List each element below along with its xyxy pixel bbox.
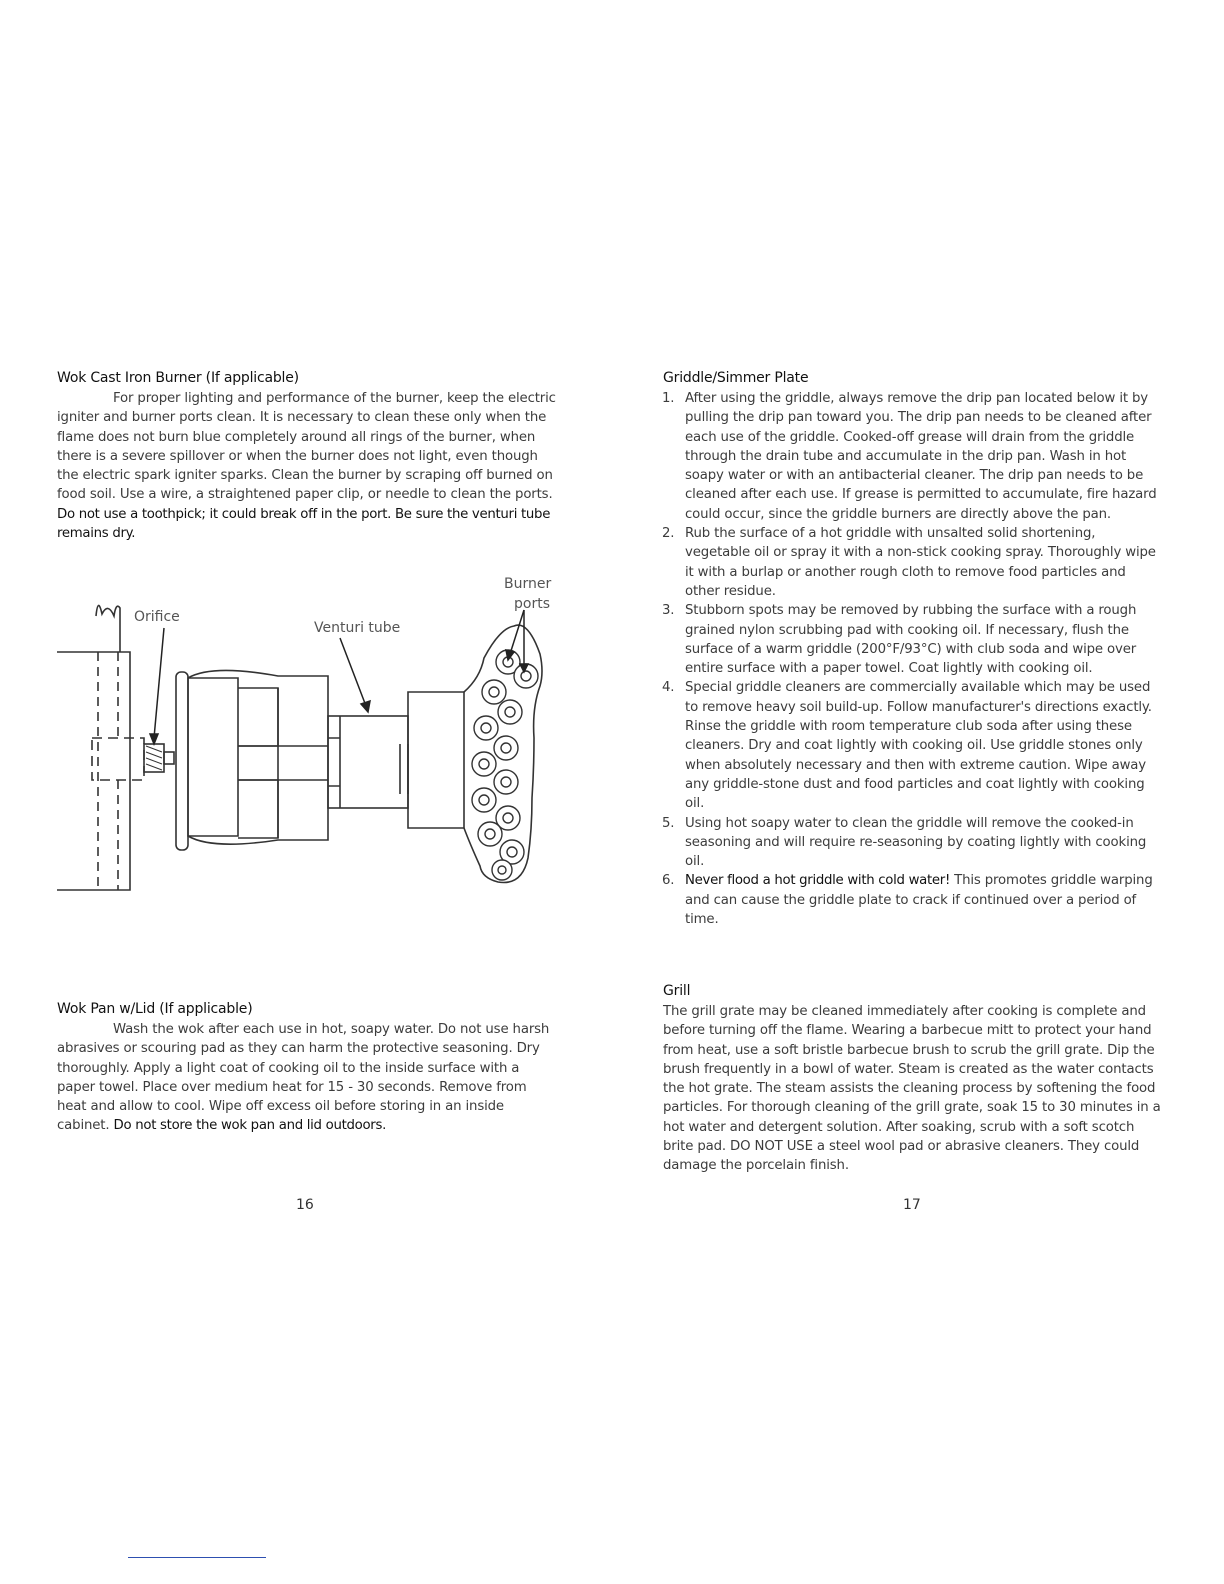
page-number-16: 16 <box>296 1197 314 1213</box>
ports-leader-1 <box>510 610 524 654</box>
footer-rule <box>128 1557 266 1558</box>
griddle-section-title: Griddle/Simmer Plate <box>663 370 809 386</box>
burner-diagram <box>52 568 572 913</box>
wall-bracket-outline <box>57 652 130 890</box>
burner-body-text: For proper lighting and performance of the burner, keep the electric igniter and burner ports clean. It is necessary to clean these only when the flame does not burn blue completely around all rings of the burner, when there is a severe spillover or when the burner does not light, even though the electric spark igniter sparks. Clean the burner by scraping off burned on food soil. Use a wire, a straightened paper clip, or needle to clean the ports. <box>57 391 556 503</box>
burner-head-collar <box>408 692 464 828</box>
list-item: 4. Special griddle cleaners are commercially available which may be used to remove heavy soil build-up. Follow manufacturer's directions exactly. Rinse the griddle with room temperature club soda after using these cleaners. Dry and coat lightly with cooking oil. Use griddle stones only when absolutely necessary and then with extreme caution. Wipe away any griddle-stone dust and food particles and coat lightly with cooking oil. <box>662 680 1152 812</box>
grill-section-title: Grill <box>663 983 691 999</box>
orifice-fitting <box>92 738 144 780</box>
list-item: 1. After using the griddle, always remove the drip pan located below it by pulling the drip pan toward you. The drip pan needs to be cleaned after each use of the griddle. Cooked-off grease will drain from the griddle through the drain tube and accumulate in the drip pan. Wash in hot soapy water or with an antibacterial cleaner. The drip pan needs to be cleaned after each use. If grease is permitted to accumulate, fire hazard could occur, since the griddle burners are directly above the pan. <box>662 391 1157 522</box>
orifice-pipe <box>96 605 120 652</box>
list-item: 3. Stubborn spots may be removed by rubbing the surface with a rough grained nylon scrubbing pad with cooking oil. If necessary, flush the surface of a warm griddle (200°F/93°C) with club soda and wipe over entire surface with a paper towel. Coat lightly with cooking oil. <box>662 603 1137 677</box>
grill-section-body: The grill grate may be cleaned immediately after cooking is complete and before turning off the flame. Wearing a barbecue mitt to protect your hand from heat, use a soft bristle barbecue brush to scrub the grill grate. Dip the brush frequently in a bowl of water. Steam is created as the water contacts the hot grate. The steam assists the cleaning process by softening the food particles. For thorough cleaning of the grill grate, soak 15 to 30 minutes in a hot water and detergent solution. After soaking, scrub with a soft scotch brite pad. DO NOT USE a steel wool pad or abrasive cleaners. They could damage the porcelain finish. <box>663 1004 1161 1174</box>
page-number-17: 17 <box>903 1197 921 1213</box>
griddle-warning: Never flood a hot griddle with cold water! <box>685 873 951 889</box>
venturi-leader <box>340 638 366 706</box>
burner-ports-label-2: ports <box>514 596 550 612</box>
list-item: 5. Using hot soapy water to clean the griddle will remove the cooked-in seasoning and will require re-seasoning by coating lightly with cooking oil. <box>662 815 1147 870</box>
burner-section-body <box>57 389 557 543</box>
griddle-steps-list <box>662 389 1162 929</box>
wok-section-body <box>57 1020 557 1136</box>
venturi-label: Venturi tube <box>314 620 401 636</box>
orifice-leader <box>154 628 164 738</box>
burner-body <box>188 678 238 836</box>
list-item: 6. Never flood a hot griddle with cold water! This promotes griddle warping and can cause the griddle plate to crack if continued over a period of time. <box>662 873 1153 928</box>
orifice-label: Orifice <box>134 609 180 625</box>
wok-warning: Do not store the wok pan and lid outdoors. <box>113 1118 387 1134</box>
burner-ports <box>472 650 538 880</box>
wok-section-title: Wok Pan w/Lid (If applicable) <box>57 1001 253 1017</box>
burner-warning: Do not use a toothpick; it could break off in the port. Be sure the venturi tube remains dry. <box>57 506 551 542</box>
list-item: 2. Rub the surface of a hot griddle with unsalted solid shortening, vegetable oil or spray it with a non-stick cooking spray. Thoroughly wipe it with a burlap or another rough cloth to remove food particles and other residue. <box>662 526 1156 599</box>
wok-body-text: Wash the wok after each use in hot, soapy water. Do not use harsh abrasives or scouring pad as they can harm the protective seasoning. Dry thoroughly. Apply a light coat of cooking oil to the inside surface with a paper towel. Place over medium heat for 15 - 30 seconds. Remove from heat and allow to cool. Wipe off excess oil before storing in an inside cabinet. <box>57 1022 550 1134</box>
burner-section-title: Wok Cast Iron Burner (If applicable) <box>57 370 299 386</box>
burner-flange <box>176 672 188 850</box>
burner-ports-label-1: Burner <box>504 576 552 592</box>
